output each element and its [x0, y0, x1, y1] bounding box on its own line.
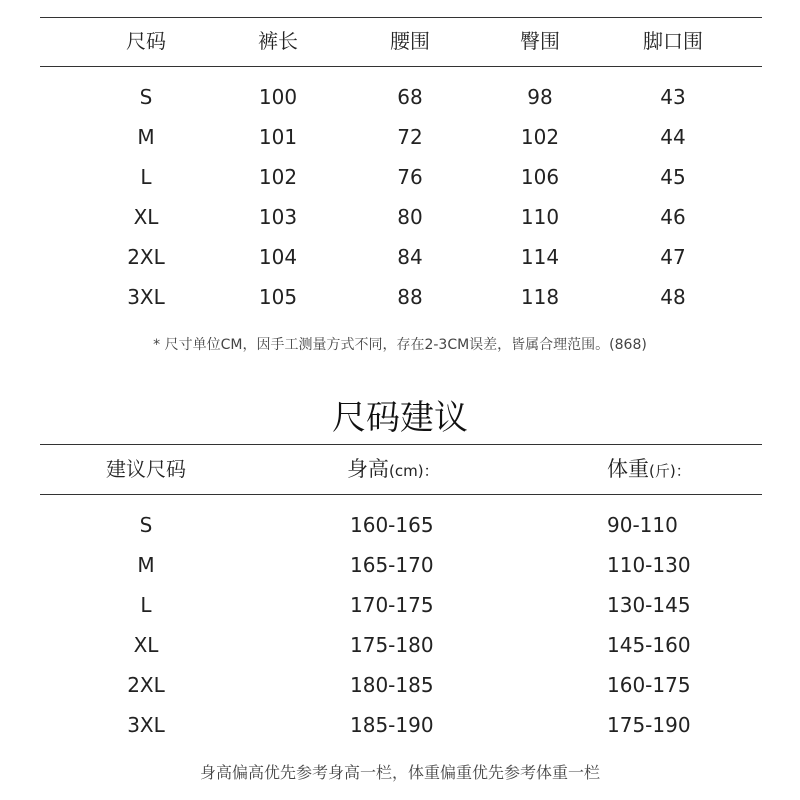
table-cell: 104 — [258, 245, 298, 269]
table-cell: 160-165 — [350, 513, 434, 537]
table-cell: XL — [133, 633, 159, 657]
table-cell: 45 — [660, 165, 686, 189]
table-cell: 175-190 — [607, 713, 691, 737]
header-size: 建议尺码 — [106, 457, 186, 481]
table-cell: XL — [133, 205, 159, 229]
table-cell: 2XL — [127, 673, 165, 697]
table-cell: 185-190 — [350, 713, 434, 737]
column-header: 腰围 — [390, 29, 430, 53]
header-weight — [607, 457, 691, 483]
table-cell: 3XL — [127, 713, 165, 737]
table-cell: 170-175 — [350, 593, 434, 617]
table-cell: 106 — [520, 165, 560, 189]
table-cell: 160-175 — [607, 673, 691, 697]
table-cell: 102 — [520, 125, 560, 149]
table-cell: 84 — [397, 245, 423, 269]
table-cell: 47 — [660, 245, 686, 269]
header-weight-label: 体重 — [607, 457, 649, 481]
table-cell: 118 — [520, 285, 560, 309]
table-cell: 114 — [520, 245, 560, 269]
table-cell: 175-180 — [350, 633, 434, 657]
table-cell: 72 — [397, 125, 423, 149]
table-cell: 90-110 — [607, 513, 678, 537]
table-cell: 44 — [660, 125, 686, 149]
measurement-note: * 尺寸单位CM，因手工测量方式不同，存在2-3CM误差，皆属合理范围。(868) — [153, 337, 647, 353]
table-cell: 145-160 — [607, 633, 691, 657]
table-cell: 3XL — [127, 285, 165, 309]
table-cell: 165-170 — [350, 553, 434, 577]
recommend-title: 尺码建议 — [332, 398, 468, 438]
column-header: 裤长 — [258, 29, 298, 53]
table-cell: 110-130 — [607, 553, 691, 577]
header-height — [347, 457, 439, 483]
table-cell: 46 — [660, 205, 686, 229]
table-cell: 76 — [397, 165, 423, 189]
header-height-unit: (cm)： — [389, 462, 439, 480]
header-height-label: 身高 — [347, 457, 389, 481]
table-cell: 88 — [397, 285, 423, 309]
table-cell: 68 — [397, 85, 423, 109]
table-cell: 102 — [258, 165, 298, 189]
recommend-footnote: 身高偏高优先参考身高一栏，体重偏重优先参考体重一栏 — [199, 763, 600, 782]
divider — [40, 494, 762, 495]
divider — [40, 17, 762, 18]
table-cell: 103 — [258, 205, 298, 229]
table-cell: M — [137, 553, 155, 577]
table-cell: 2XL — [127, 245, 165, 269]
table-cell: 98 — [527, 85, 553, 109]
table-cell: 110 — [520, 205, 560, 229]
table-cell: M — [137, 125, 155, 149]
table-cell: S — [139, 85, 153, 109]
table-cell: 80 — [397, 205, 423, 229]
table-cell: 130-145 — [607, 593, 691, 617]
table-cell: L — [140, 165, 152, 189]
table-cell: 43 — [660, 85, 686, 109]
table-cell: 180-185 — [350, 673, 434, 697]
table-cell: S — [139, 513, 153, 537]
column-header: 尺码 — [126, 29, 166, 53]
table-cell: 101 — [258, 125, 298, 149]
divider — [40, 66, 762, 67]
divider — [40, 444, 762, 445]
table-cell: 100 — [258, 85, 298, 109]
column-header: 臀围 — [520, 29, 560, 53]
table-cell: 48 — [660, 285, 686, 309]
header-weight-unit: (斤)： — [649, 462, 691, 480]
table-cell: L — [140, 593, 152, 617]
table-cell: 105 — [258, 285, 298, 309]
column-header: 脚口围 — [643, 29, 703, 53]
